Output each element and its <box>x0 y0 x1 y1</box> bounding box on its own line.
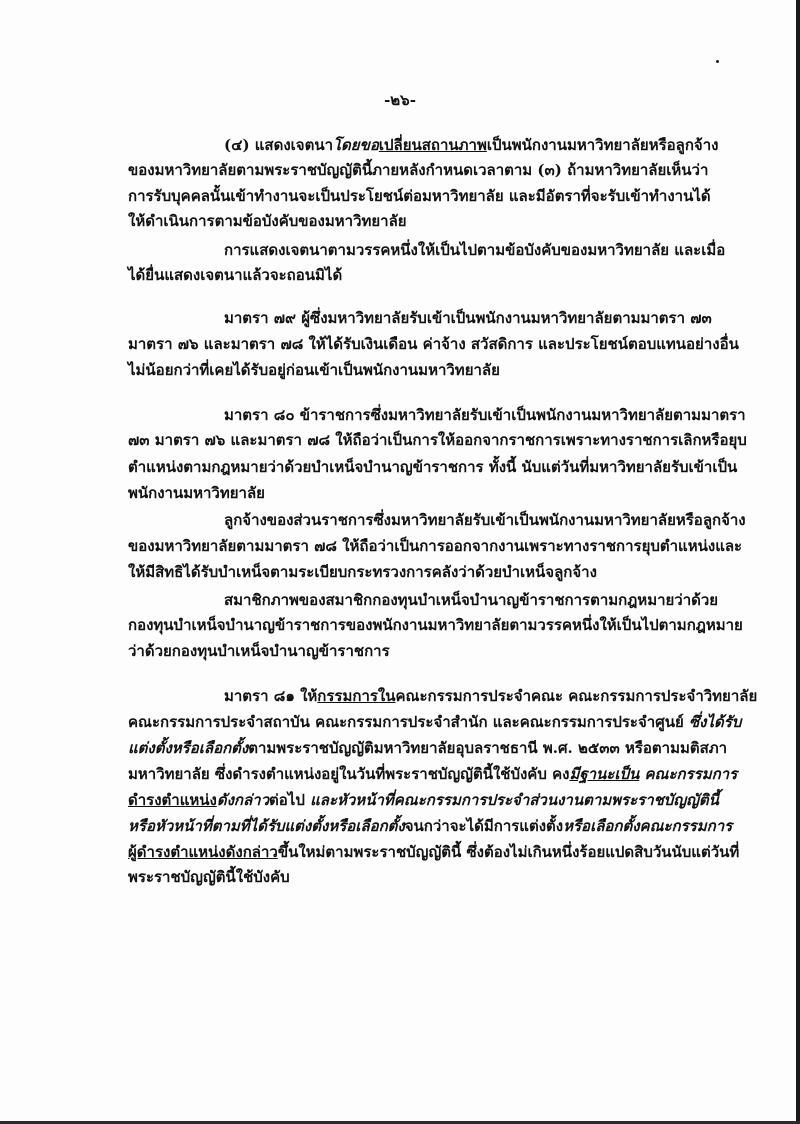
scan-speck <box>716 60 719 63</box>
text-line: ได้ยื่นแสดงเจตนาแล้วจะถอนมิได้ <box>128 266 343 284</box>
underlined-text: กรรมการใน <box>317 687 396 705</box>
edited-text: คณะกรรมการ <box>639 765 738 783</box>
text-span: มาตรา ๘๑ ให้ <box>224 687 318 705</box>
text-line: กองทุนบำเหน็จบำนาญข้าราชการของพนักงานมหาวิทยาลัยตามวรรคหนึ่งให้เป็นไปตามกฎหมาย <box>128 616 743 634</box>
text-line: ให้มีสิทธิได้รับบำเหน็จตามระเบียบกระทรวงการคลังว่าด้วยบำเหน็จลูกจ้าง <box>128 563 597 581</box>
text-line <box>128 712 741 732</box>
text-span: (๔) แสดงเจตนา <box>224 136 333 154</box>
underlined-text: เปลี่ยนสถานภาพ <box>378 136 487 154</box>
text-line: ของมหาวิทยาลัยตามพระราชบัญญัตินี้ภายหลังกำหนดเวลาตาม (๓) ถ้ามหาวิทยาลัยเห็นว่า <box>128 161 709 179</box>
underlined-text: ดำรงตำแหน่ง <box>128 791 217 809</box>
underlined-text: ผู้ดำรงตำแหน่งดังกล่าว <box>128 843 278 861</box>
text-line: ให้ดำเนินการตามข้อบังคับของมหาวิทยาลัย <box>128 212 407 230</box>
text-span: มหาวิทยาลัย ซึ่งดำรงตำแหน่งอยู่ในวันที่พระราชบัญญัตินี้ใช้บังคับ คง <box>128 765 570 783</box>
text-line: มาตรา ๗๖ และมาตรา ๗๘ ให้ได้รับเงินเดือน ค่าจ้าง สวัสดิการ และประโยชน์ตอบแทนอย่างอื่น <box>128 335 739 353</box>
text-span: ต่อไป <box>269 791 311 809</box>
text-line <box>224 686 757 706</box>
text-line: ว่าด้วยกองทุนบำเหน็จบำนาญข้าราชการ <box>128 642 390 660</box>
text-line <box>128 816 732 836</box>
edited-text: หรือหัวหน้าที่ตามที่ได้รับแต่งตั้งหรือเลือกตั้ง <box>128 817 405 835</box>
scan-edge-right <box>796 0 800 1124</box>
text-line <box>128 738 727 758</box>
text-line: ตำแหน่งตามกฎหมายว่าด้วยบำเหน็จบำนาญข้าราชการ ทั้งนี้ นับแต่วันที่มหาวิทยาลัยรับเข้าเป็น <box>128 458 738 476</box>
edited-text: โดยขอ <box>333 136 379 154</box>
text-span: คณะกรรมการประจำคณะ คณะกรรมการประจำวิทยาลัย <box>395 687 758 705</box>
text-line <box>128 790 719 810</box>
page-number: -๒๖- <box>384 91 416 109</box>
edited-text: ซึ่งได้รับ <box>689 713 742 731</box>
text-line <box>128 842 739 862</box>
text-line: พนักงานมหาวิทยาลัย <box>128 484 265 502</box>
text-line: การรับบุคคลนั้นเข้าทำงานจะเป็นประโยชน์ต่อมหาวิทยาลัย และมีอัตราที่จะรับเข้าทำงานได้ <box>128 187 711 205</box>
edited-text: หรือเลือกตั้งคณะกรรมการ <box>563 817 733 835</box>
text-line: สมาชิกภาพของสมาชิกกองทุนบำเหน็จบำนาญข้าราชการตามกฎหมายว่าด้วย <box>224 591 719 609</box>
edited-text: และหัวหน้าที่คณะกรรมการประจำส่วนงานตามพระราชบัญญัตินี้ <box>310 791 719 809</box>
text-line: การแสดงเจตนาตามวรรคหนึ่งให้เป็นไปตามข้อบังคับของมหาวิทยาลัย และเมื่อ <box>224 241 726 259</box>
text-span: ขึ้นใหม่ตามพระราชบัญญัตินี้ ซึ่งต้องไม่เกินหนึ่งร้อยแปดสิบวันนับแต่วันที่ <box>277 843 740 861</box>
text-span: จนกว่าจะได้มีการแต่งตั้ง <box>404 817 564 835</box>
text-span: เป็นพนักงานมหาวิทยาลัยหรือลูกจ้าง <box>486 136 719 154</box>
text-line: ๗๓ มาตรา ๗๖ และมาตรา ๗๘ ให้ถือว่าเป็นการให้ออกจากราชการเพราะทางราชการเลิกหรือยุบ <box>128 431 747 449</box>
text-line <box>224 135 718 155</box>
edited-text: ดังกล่าว <box>216 791 270 809</box>
text-line: ไม่น้อยกว่าที่เคยได้รับอยู่ก่อนเข้าเป็นพนักงานมหาวิทยาลัย <box>128 361 500 379</box>
text-line <box>128 764 737 784</box>
text-line: ลูกจ้างของส่วนราชการซึ่งมหาวิทยาลัยรับเข้าเป็นพนักงานมหาวิทยาลัยหรือลูกจ้าง <box>224 511 746 529</box>
text-span: ตามพระราชบัญญัติมหาวิทยาลัยอุบลราชธานี พ.ศ. ๒๕๓๓ หรือตามมติสภา <box>248 739 728 757</box>
text-line: มาตรา ๘๐ ข้าราชการซึ่งมหาวิทยาลัยรับเข้าเป็นพนักงานมหาวิทยาลัยตามมาตรา <box>224 406 746 424</box>
text-line: มาตรา ๗๙ ผู้ซึ่งมหาวิทยาลัยรับเข้าเป็นพนักงานมหาวิทยาลัยตามมาตรา ๗๓ <box>224 309 712 327</box>
edited-text: มีฐานะเป็น <box>569 765 640 783</box>
edited-text: แต่งตั้งหรือเลือกตั้ง <box>128 739 249 757</box>
text-line: พระราชบัญญัตินี้ใช้บังคับ <box>128 868 290 886</box>
text-span: คณะกรรมการประจำสถาบัน คณะกรรมการประจำสำนัก และคณะกรรมการประจำศูนย์ <box>128 713 689 731</box>
text-line: ของมหาวิทยาลัยตามมาตรา ๗๘ ให้ถือว่าเป็นการออกจากงานเพราะทางราชการยุบตำแหน่งและ <box>128 537 743 555</box>
